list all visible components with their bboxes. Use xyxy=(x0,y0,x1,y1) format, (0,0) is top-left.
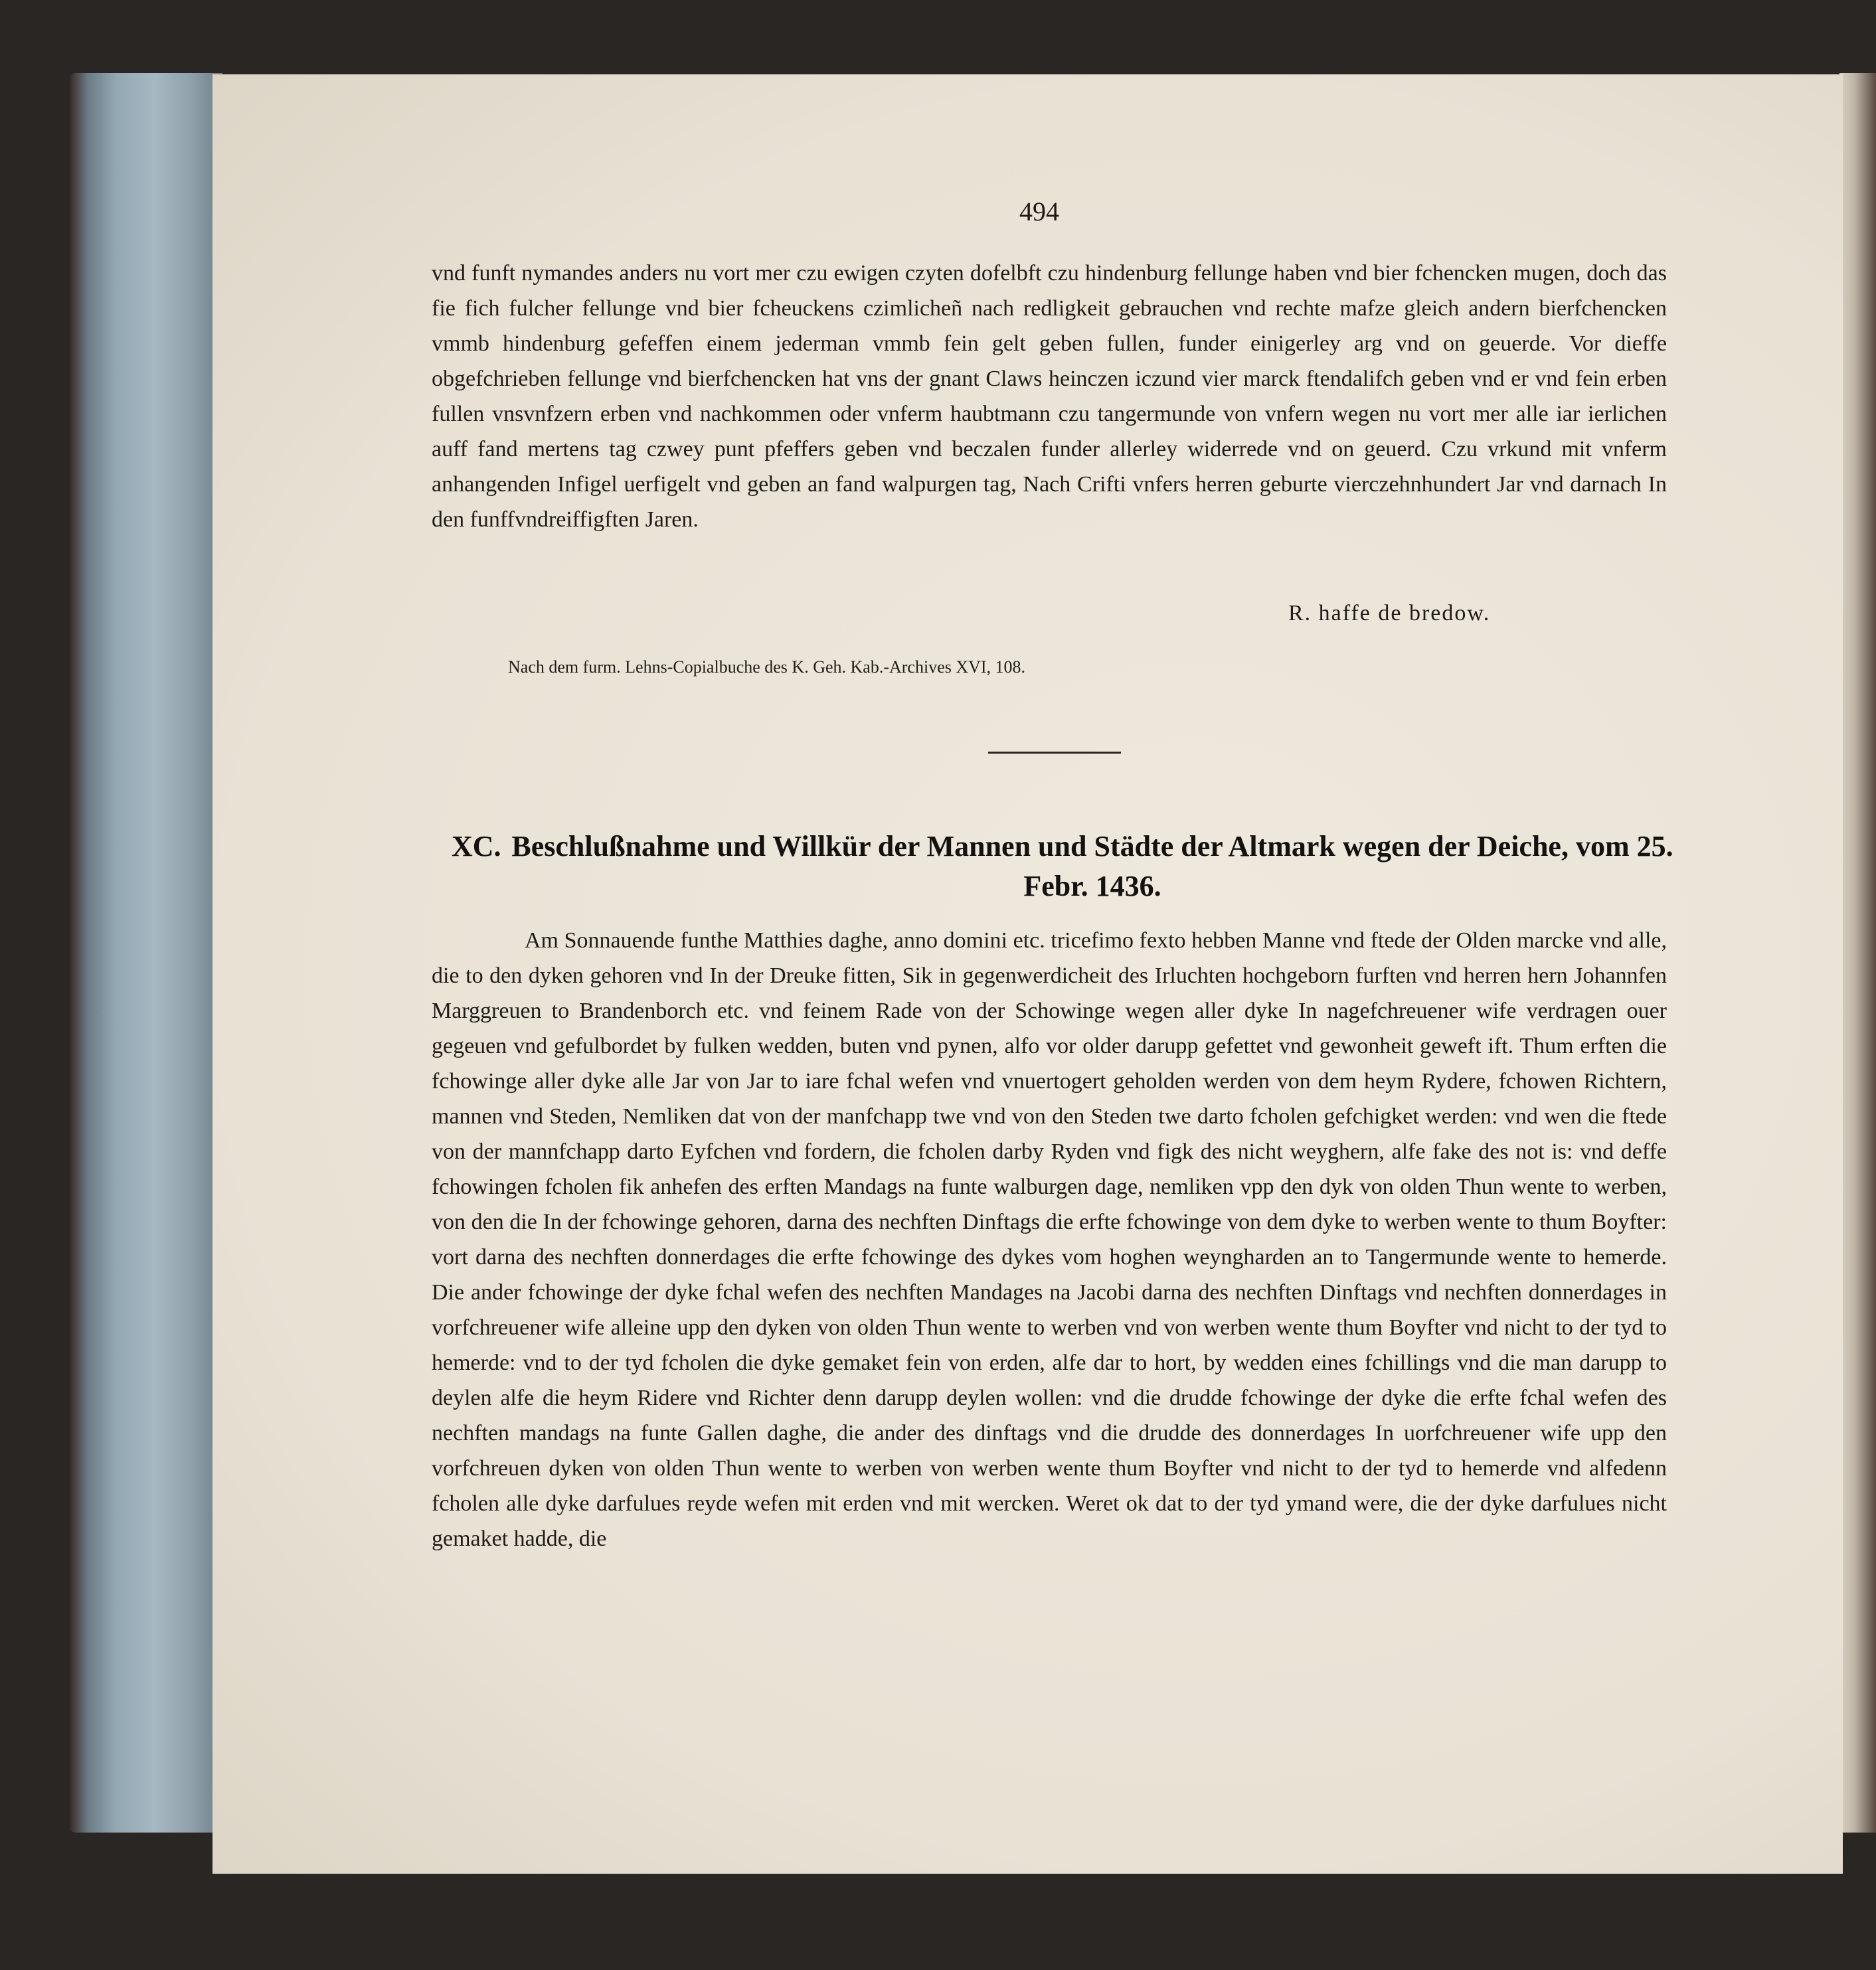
section-heading xyxy=(452,827,1673,906)
page-number: 494 xyxy=(1019,197,1059,226)
book-edge-right xyxy=(1839,73,1876,1833)
book-edge xyxy=(70,73,222,1833)
section-title: Beschlußnahme und Willkür der Mannen und Städte der Altmark wegen der Deiche, vom 25. Febr. 1436. xyxy=(511,830,1673,902)
section-divider xyxy=(988,752,1121,754)
signature: R. haffe de bredow. xyxy=(1288,601,1491,625)
resolution-text xyxy=(432,923,1667,1556)
paragraph: Am Sonnauende funthe Matthies daghe, anno domini etc. tricefimo fexto hebben Manne vnd ftede der Olden marcke vnd alle, die to den dyken gehoren vnd In der Dreuke fitten, Sik in gegenwerdicheit des Irluchten hochgeborn furften vnd herren hern Johannfen Marggreuen to Brandenborch etc. vnd feinem Rade von der Schowinge wegen aller dyke In nagefchreuener wife verdragen ouer gegeuen vnd gefulbordet by fulken wedden, buten vnd pynen, alfo vor older darupp gefettet vnd gewonheit geweft ift. Thum erften die fchowinge aller dyke alle Jar von Jar to iare fchal wefen vnd vnuertogert geholden werden von dem heym Rydere, fchowen Richtern, mannen vnd Steden, Nemliken dat von der manfchapp twe vnd von den Steden twe darto fcholen gefchigket werden: vnd wen die ftede von der mannfchapp darto Eyfchen vnd fordern, die fcholen darby Ryden vnd figk des nicht weyghern, alfe fake des not is: vnd deffe fchowingen fcholen fik anhefen des erften Mandags na funte walburgen dage, nemliken vpp den dyk von olden Thun wente to werben, von den die In der fchowinge gehoren, darna des nechften Dinftags die erfte fchowinge von dem dyke to werben wente to thum Boyfter: vort darna des nechften donnerdages die erfte fchowinge des dykes vom hoghen weyngharden an to Tangermunde wente to hemerde. Die ander fchowinge der dyke fchal wefen des nechften Mandages na Jacobi darna des nechften Dinftags vnd nechften donnerdages in vorfchreuener wife alleine upp den dyken von olden Thun wente to werben vnd von werben wente thum Boyfter vnd nicht to der tyd to hemerde: vnd to der tyd fcholen die dyke gemaket fein von erden, alfe dar to hort, by wedden eines fchillings vnd die man darupp to deylen alfe die heym Ridere vnd Richter denn darupp deylen wollen: vnd die drudde fchowinge der dyke die erfte fchal wefen des nechften mandags na funte Gallen daghe, die ander des dinftags vnd die drudde des donnerdages In uorfchreuener wife upp den vorfchreuen dyken von olden Thun wente to werben von werben wente thum Boyfter vnd nicht to der tyd to hemerde vnd alfedenn fcholen alle dyke darfulues reyde wefen mit erden vnd mit wercken. Weret ok dat to der tyd ymand were, die der dyke darfulues nicht gemaket hadde, die xyxy=(432,928,1667,1551)
paragraph: vnd funft nymandes anders nu vort mer czu ewigen czyten dofelbft czu hindenburg fellunge haben vnd bier fchencken mugen, doch das fie fich fulcher fellunge vnd bier fcheuckens czimlicheñ nach redligkeit gebrauchen vnd rechte mafze gleich andern bierfchencken vmmb hindenburg gefeffen einem jederman vmmb fein gelt geben fullen, funder einigerley arg vnd on geuerde. Vor dieffe obgefchrieben fellunge vnd bierfchencken hat vns der gnant Claws heinczen iczund vier marck ftendalifch geben vnd er vnd fein erben fullen vnsvnfzern erben vnd nachkommen oder vnferm haubtmann czu tangermunde von vnfern wegen nu vort mer alle iar ierlichen auff fand mertens tag czwey punt pfeffers geben vnd beczalen funder allerley widerrede vnd on geuerd. Czu vrkund mit vnferm anhangenden Infigel uerfigelt vnd geben an fand walpurgen tag, Nach Crifti vnfers herren geburte vierczehnhundert Jar vnd darnach In den funffvndreiffigften Jaren. xyxy=(432,261,1667,532)
charter-text xyxy=(432,256,1667,537)
section-number: XC. xyxy=(452,830,501,862)
source-note: Nach dem furm. Lehns-Copialbuche des K. Geh. Kab.-Archives XVI, 108. xyxy=(508,657,1026,677)
